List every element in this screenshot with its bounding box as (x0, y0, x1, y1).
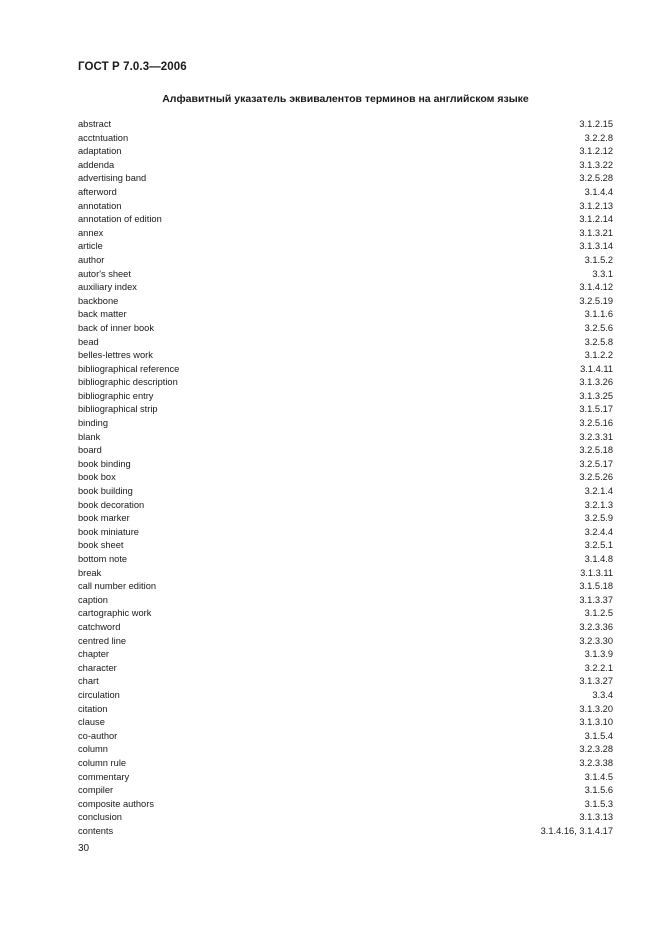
index-entry (78, 213, 613, 227)
index-term: bibliographical strip (78, 404, 158, 415)
index-term: article (78, 241, 103, 252)
index-reference: 3.2.3.30 (579, 635, 613, 646)
document-code: ГОСТ Р 7.0.3—2006 (78, 61, 187, 73)
index-entry (78, 621, 613, 635)
index-term: back of inner book (78, 322, 154, 333)
index-reference: 3.1.3.26 (579, 377, 613, 388)
index-reference: 3.2.2.1 (584, 662, 613, 673)
index-entry (78, 431, 613, 445)
index-term: bottom note (78, 554, 128, 564)
index-reference: 3.1.2.15 (579, 119, 613, 129)
index-entry (78, 716, 613, 730)
index-term: chart (78, 676, 99, 687)
section-title: Алфавитный указатель эквивалентов терминов на английском языке (162, 93, 529, 105)
index-term: annex (78, 227, 104, 238)
index-reference: 3.3.4 (592, 689, 613, 700)
index-reference: 3.2.1.3 (584, 499, 613, 510)
index-reference: 3.1.5.18 (579, 581, 613, 592)
index-term: caption (78, 594, 108, 605)
index-reference: 3.1.2.14 (579, 214, 613, 225)
index-term: call number edition (78, 581, 157, 592)
index-reference: 3.1.4.8 (584, 554, 613, 564)
index-term: clause (78, 717, 105, 728)
index-reference: 3.2.5.9 (584, 513, 613, 524)
index-reference: 3.1.3.14 (579, 241, 613, 252)
index-entry (78, 322, 613, 336)
index-reference: 3.1.5.4 (584, 730, 613, 741)
index-reference: 3.1.4.16, 3.1.4.17 (540, 825, 613, 836)
index-term: column (78, 744, 108, 755)
index-term: citation (78, 703, 108, 714)
index-term: co-author (78, 730, 118, 741)
index-entry (78, 594, 613, 608)
index-reference: 3.2.5.26 (579, 472, 613, 483)
index-term: auxiliary index (78, 282, 137, 293)
index-reference: 3.1.1.6 (584, 309, 613, 320)
index-entry (78, 798, 613, 812)
index-term: chapter (78, 649, 110, 660)
index-term: centred line (78, 635, 127, 646)
index-term: book sheet (78, 540, 124, 551)
index-term: book marker (78, 513, 130, 524)
index-term: addenda (78, 159, 115, 170)
index-reference: 3.1.5.6 (584, 785, 613, 796)
index-term: advertising band (78, 173, 147, 184)
index-term: acctntuation (78, 132, 129, 143)
index-entry (78, 771, 613, 785)
index-reference: 3.2.3.31 (579, 431, 613, 442)
index-reference: 3.2.5.18 (579, 445, 613, 456)
index-reference: 3.2.5.16 (579, 418, 613, 429)
index-reference: 3.1.3.22 (579, 159, 613, 170)
index-reference: 3.2.1.4 (584, 486, 613, 497)
index-reference: 3.1.3.27 (579, 676, 613, 687)
index-entry (78, 295, 613, 309)
index-reference: 3.1.2.2 (584, 350, 613, 361)
index-entry (78, 336, 613, 350)
index-entry (78, 417, 613, 431)
index-entry (78, 308, 613, 322)
term-index-list (78, 118, 613, 838)
index-term: bibliographical reference (78, 363, 180, 374)
index-reference: 3.1.4.5 (584, 771, 613, 782)
index-entry (78, 132, 613, 146)
index-term: book decoration (78, 499, 145, 510)
index-term: afterword (78, 186, 117, 197)
index-term: book binding (78, 458, 131, 469)
index-reference: 3.1.5.3 (584, 798, 613, 809)
index-entry (78, 607, 613, 621)
index-entry (78, 186, 613, 200)
index-reference: 3.1.3.10 (579, 717, 613, 728)
index-entry (78, 240, 613, 254)
index-reference: 3.1.3.13 (579, 812, 613, 823)
index-reference: 3.3.1 (592, 268, 613, 279)
index-term: bibliographic entry (78, 390, 154, 401)
index-entry (78, 281, 613, 295)
index-entry (78, 444, 613, 458)
index-term: blank (78, 431, 101, 442)
index-reference: 3.1.2.13 (579, 200, 613, 211)
index-entry (78, 675, 613, 689)
index-term: compiler (78, 785, 114, 796)
index-reference: 3.2.3.38 (579, 757, 613, 768)
index-entry (78, 662, 613, 676)
index-reference: 3.1.3.37 (579, 594, 613, 605)
index-reference: 3.1.2.5 (584, 608, 613, 619)
index-term: book building (78, 486, 133, 497)
index-term: cartographic work (78, 608, 152, 619)
index-entry (78, 580, 613, 594)
index-reference: 3.1.4.11 (580, 363, 613, 374)
page-number: 30 (78, 843, 90, 854)
index-reference: 3.1.4.4 (584, 186, 613, 197)
index-reference: 3.1.3.11 (580, 567, 613, 578)
index-reference: 3.2.3.36 (579, 621, 613, 632)
index-reference: 3.2.3.28 (579, 744, 613, 755)
index-term: bead (78, 336, 99, 347)
index-term: character (78, 662, 117, 673)
index-entry (78, 200, 613, 214)
index-reference: 3.1.3.9 (584, 649, 613, 660)
index-term: book box (78, 472, 116, 483)
index-term: commentary (78, 771, 130, 782)
index-term: board (78, 445, 102, 456)
index-entry (78, 635, 613, 649)
index-reference: 3.1.3.21 (579, 227, 613, 238)
index-reference: 3.1.3.20 (579, 703, 613, 714)
index-entry (78, 689, 613, 703)
index-entry (78, 526, 613, 540)
index-reference: 3.1.5.2 (584, 254, 613, 265)
index-term: conclusion (78, 812, 122, 823)
index-term: binding (78, 418, 108, 429)
index-entry (78, 512, 613, 526)
index-entry (78, 471, 613, 485)
index-entry (78, 227, 613, 241)
index-term: adaptation (78, 146, 122, 157)
index-entry (78, 825, 613, 839)
index-entry (78, 703, 613, 717)
index-entry (78, 403, 613, 417)
index-entry (78, 118, 613, 132)
index-term: abstract (78, 119, 112, 129)
index-entry (78, 784, 613, 798)
index-entry (78, 363, 613, 377)
index-entry (78, 254, 613, 268)
index-term: catchword (78, 621, 121, 632)
index-entry (78, 811, 613, 825)
index-entry (78, 390, 613, 404)
index-term: circulation (78, 689, 120, 700)
index-entry (78, 743, 613, 757)
index-term: backbone (78, 295, 119, 306)
index-reference: 3.2.5.19 (579, 295, 613, 306)
index-entry (78, 172, 613, 186)
index-reference: 3.2.4.4 (584, 526, 613, 537)
index-entry (78, 567, 613, 581)
index-entry (78, 458, 613, 472)
index-reference: 3.2.5.8 (584, 336, 613, 347)
index-entry (78, 648, 613, 662)
index-entry (78, 268, 613, 282)
index-reference: 3.2.2.8 (584, 132, 613, 143)
index-term: autor's sheet (78, 268, 131, 279)
index-entry (78, 159, 613, 173)
index-entry (78, 499, 613, 513)
index-term: author (78, 254, 105, 265)
index-entry (78, 349, 613, 363)
index-term: column rule (78, 757, 127, 768)
index-reference: 3.1.2.12 (579, 146, 613, 157)
index-term: composite authors (78, 798, 154, 809)
index-reference: 3.2.5.28 (579, 173, 613, 184)
index-entry (78, 757, 613, 771)
index-entry (78, 730, 613, 744)
index-term: break (78, 567, 102, 578)
index-entry (78, 553, 613, 567)
index-entry (78, 376, 613, 390)
index-entry (78, 485, 613, 499)
index-term: bibliographic description (78, 377, 178, 388)
index-term: annotation (78, 200, 122, 211)
index-term: book miniature (78, 526, 139, 537)
index-reference: 3.1.3.25 (579, 390, 613, 401)
index-entry (78, 145, 613, 159)
index-term: back matter (78, 309, 127, 320)
index-reference: 3.2.5.6 (584, 322, 613, 333)
index-reference: 3.2.5.1 (584, 540, 613, 551)
index-term: annotation of edition (78, 214, 162, 225)
index-term: contents (78, 825, 114, 836)
index-term: belles-lettres work (78, 350, 153, 361)
index-entry (78, 539, 613, 553)
index-reference: 3.1.5.17 (579, 404, 613, 415)
index-reference: 3.1.4.12 (579, 282, 613, 293)
index-reference: 3.2.5.17 (579, 458, 613, 469)
